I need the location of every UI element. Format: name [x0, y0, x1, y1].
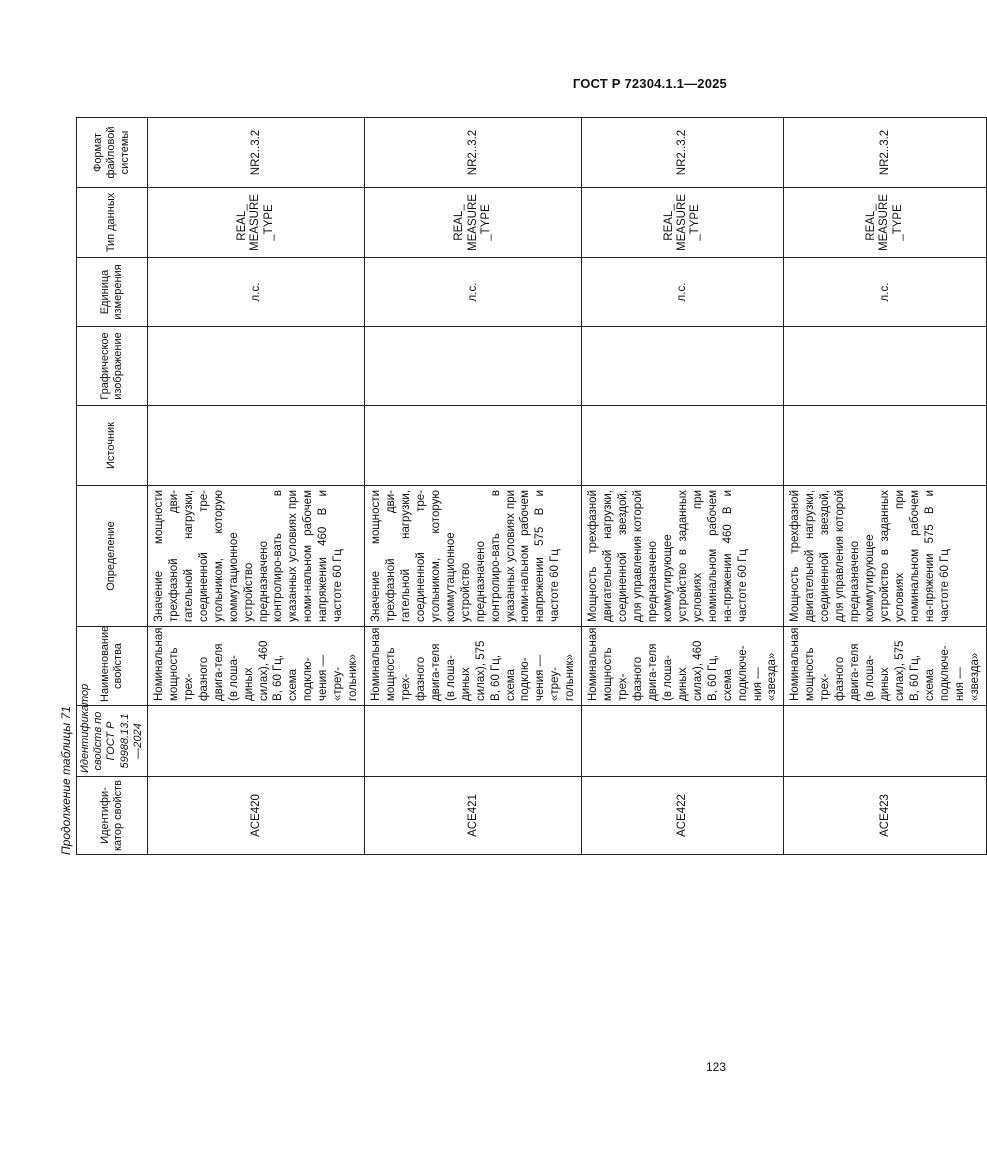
table-row [147, 118, 364, 855]
header-graphic: Графическое изображение [77, 327, 148, 406]
header-id: Идентифи-катор свойств [77, 777, 148, 855]
cell-name: Номинальная мощность трех-фазного двига-теля (в лоша-диных силах), 460 В, 60 Гц, схема подклю-чения — «треу-гольник» [147, 627, 364, 706]
cell-definition: Значение мощности трехфазной дви-гательной нагрузки, соединенной тре-угольником, которую коммутационное устройство предназначено контролиро-вать в указанных условиях при номи-нальном рабочем напряжении 460 В и частоте 60 Гц [147, 486, 364, 627]
cell-gost-id [365, 706, 582, 777]
cell-format: NR2..3.2 [147, 118, 364, 188]
cell-id: ACE421 [365, 777, 582, 855]
rotated-table-area [56, 118, 981, 855]
cell-graphic [365, 327, 582, 406]
page-number: 123 [705, 1060, 726, 1074]
cell-id: ACE422 [582, 777, 784, 855]
cell-graphic [784, 327, 986, 406]
cell-graphic [147, 327, 364, 406]
header-format: Формат файловой системы [77, 118, 148, 188]
cell-unit: л.с. [582, 258, 784, 327]
table-header-row [77, 118, 148, 855]
cell-data-type: REAL_ MEASURE _TYPE [784, 188, 986, 258]
cell-id: ACE423 [784, 777, 986, 855]
header-unit: Единица измерения [77, 258, 148, 327]
cell-data-type: REAL_ MEASURE _TYPE [365, 188, 582, 258]
cell-definition: Мощность трехфазной двигательной нагрузки, соединенной звездой, для управления которой предназначено коммутирующее устройство в заданных условиях при номинальном рабочем на-пряжении 575 В и частоте 60 Гц [784, 486, 986, 627]
cell-format: NR2..3.2 [784, 118, 986, 188]
cell-source [147, 406, 364, 486]
cell-data-type: REAL_ MEASURE _TYPE [582, 188, 784, 258]
cell-unit: л.с. [365, 258, 582, 327]
cell-data-type: REAL_ MEASURE _TYPE [147, 188, 364, 258]
properties-table [76, 117, 987, 855]
cell-name: Номинальная мощность трех-фазного двига-теля (в лоша-диных силах), 575 В, 60 Гц, схема подключе-ния — «звезда» [784, 627, 986, 706]
cell-graphic [582, 327, 784, 406]
header-name: Наименование свойства [77, 627, 148, 706]
cell-definition: Значение мощности трехфазной дви-гательной нагрузки, соединенной тре-угольником, которую коммутационное устройство предназначено контролиро-вать в указанных условиях при номи-нальном рабочем напряжении 575 В и частоте 60 Гц [365, 486, 582, 627]
cell-name: Номинальная мощность трех-фазного двига-теля (в лоша-диных силах), 575 В, 60 Гц, схема подклю-чения — «треу-гольник» [365, 627, 582, 706]
cell-format: NR2..3.2 [582, 118, 784, 188]
header-definition: Определение [77, 486, 148, 627]
cell-source [784, 406, 986, 486]
header-source: Источник [77, 406, 148, 486]
cell-unit: л.с. [784, 258, 986, 327]
cell-gost-id [582, 706, 784, 777]
cell-format: NR2..3.2 [365, 118, 582, 188]
cell-source [365, 406, 582, 486]
cell-unit: л.с. [147, 258, 364, 327]
document-id: ГОСТ Р 72304.1.1—2025 [572, 76, 727, 91]
cell-definition: Мощность трехфазной двигательной нагрузки, соединенной звездой, для управления которой предназначено коммутирующее устройство в заданных условиях при номинальном рабочем на-пряжении 460 В и частоте 60 Гц [582, 486, 784, 627]
cell-id: ACE420 [147, 777, 364, 855]
header-data-type: Тип данных [77, 188, 148, 258]
cell-name: Номинальная мощность трех-фазного двига-теля (в лоша-диных силах), 460 В, 60 Гц, схема подключе-ния — «звезда» [582, 627, 784, 706]
table-row [784, 118, 986, 855]
cell-gost-id [784, 706, 986, 777]
cell-source [582, 406, 784, 486]
table-row [365, 118, 582, 855]
table-row [582, 118, 784, 855]
cell-gost-id [147, 706, 364, 777]
table-caption: Продолжение таблицы 71 [59, 706, 73, 855]
header-gost-id: Идентификатор свойств по ГОСТ Р 59988.13.1—2024 [77, 706, 148, 777]
